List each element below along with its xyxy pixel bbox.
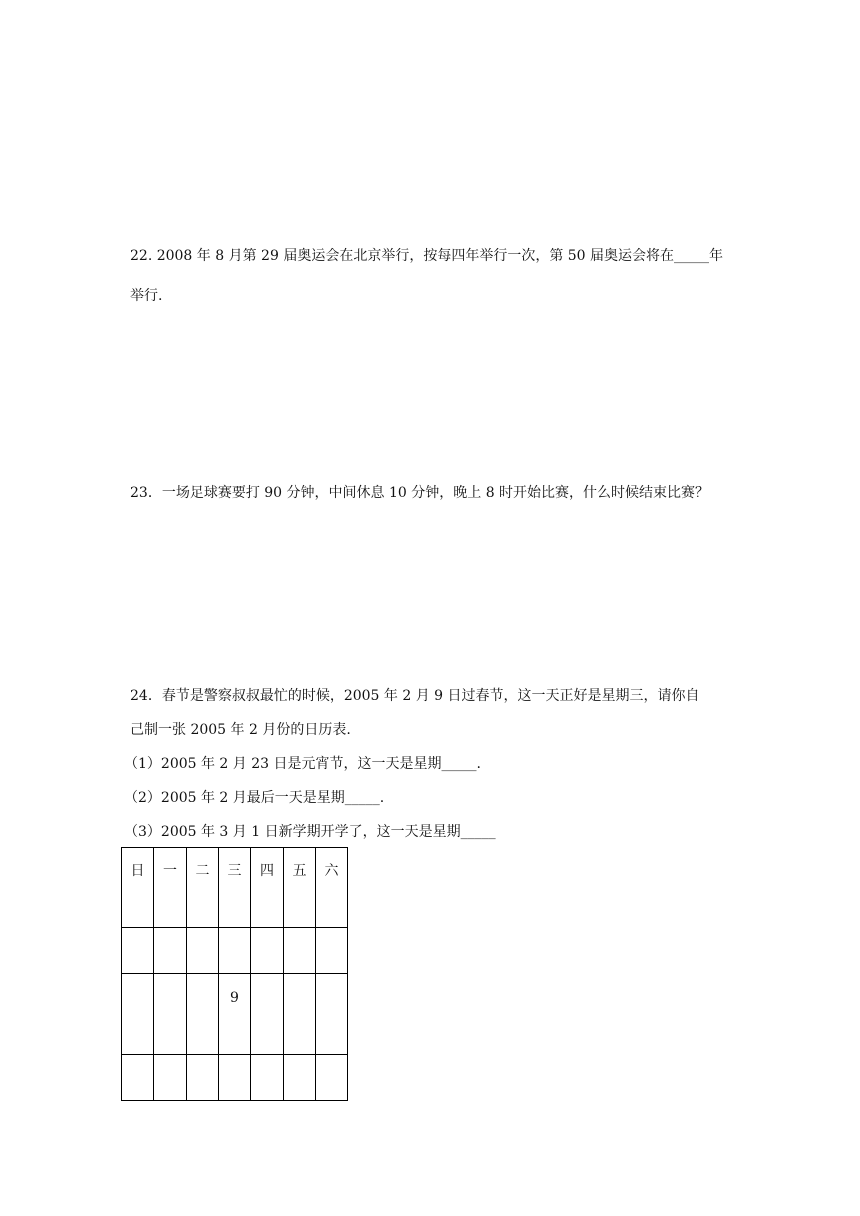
calendar-cell	[122, 928, 154, 974]
calendar-week-row	[122, 974, 348, 1055]
calendar-header-sunday: 日	[122, 848, 154, 928]
question-22-text-line-1: 22. 2008 年 8 月第 29 届奥运会在北京举行，按每四年举行一次，第 50 届奥运会将在_____年	[130, 248, 724, 264]
calendar-week-row	[122, 1055, 348, 1101]
calendar-header-friday: 五	[284, 848, 316, 928]
calendar-cell	[122, 1055, 154, 1101]
calendar-cell	[251, 1055, 284, 1101]
calendar-header-row	[122, 848, 348, 928]
question-23-text: 23．一场足球赛要打 90 分钟，中间休息 10 分钟，晚上 8 时开始比赛，什么时候结束比赛？	[130, 485, 710, 501]
calendar-header-wednesday: 三	[219, 848, 251, 928]
calendar-week-row	[122, 928, 348, 974]
calendar-header-saturday: 六	[316, 848, 348, 928]
calendar-cell	[187, 1055, 219, 1101]
calendar-cell	[154, 1055, 187, 1101]
calendar-cell	[284, 928, 316, 974]
question-24-subquestion-1: （1）2005 年 2 月 23 日是元宵节，这一天是星期_____.	[124, 756, 481, 772]
calendar-header-thursday: 四	[251, 848, 284, 928]
calendar-cell	[284, 974, 316, 1055]
calendar-cell	[284, 1055, 316, 1101]
calendar-cell	[251, 974, 284, 1055]
calendar-cell	[187, 974, 219, 1055]
calendar-cell	[122, 974, 154, 1055]
calendar-cell	[251, 928, 284, 974]
calendar-cell	[316, 928, 348, 974]
calendar-cell	[316, 974, 348, 1055]
calendar-cell	[219, 1055, 251, 1101]
calendar-table	[121, 847, 348, 1101]
calendar-cell	[187, 928, 219, 974]
calendar-cell	[154, 974, 187, 1055]
calendar-cell-day-9: 9	[219, 974, 251, 1055]
question-24-text-line-2: 己制一张 2005 年 2 月份的日历表.	[130, 722, 351, 738]
calendar-header-monday: 一	[154, 848, 187, 928]
calendar-cell	[154, 928, 187, 974]
calendar-header-tuesday: 二	[187, 848, 219, 928]
question-22-text-line-2: 举行.	[130, 288, 163, 304]
calendar-cell	[316, 1055, 348, 1101]
question-24-subquestion-3: （3）2005 年 3 月 1 日新学期开学了，这一天是星期_____	[124, 824, 496, 840]
calendar-cell	[219, 928, 251, 974]
question-24-subquestion-2: （2）2005 年 2 月最后一天是星期_____.	[124, 790, 385, 806]
question-24-text-line-1: 24．春节是警察叔叔最忙的时候，2005 年 2 月 9 日过春节，这一天正好是星期三，请你自	[130, 688, 700, 704]
